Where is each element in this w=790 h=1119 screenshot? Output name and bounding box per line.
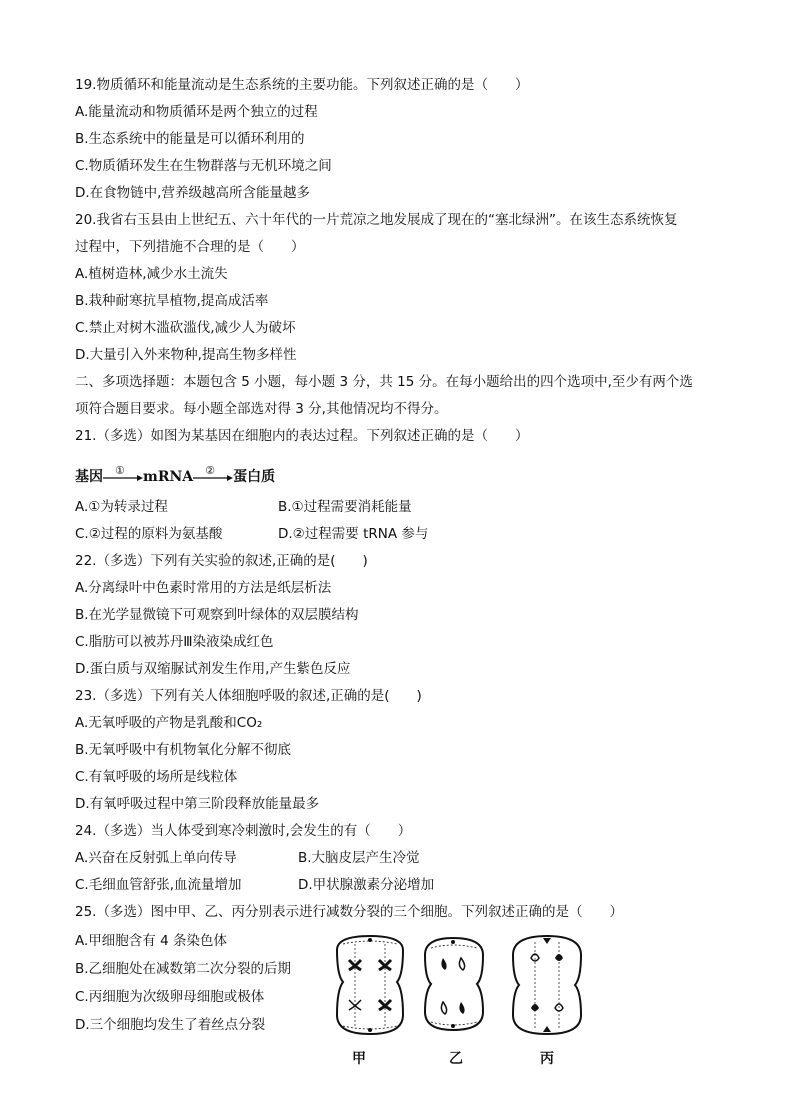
q24-option-c: C.毛细血管舒张,血流量增加 [75,877,242,893]
q19-option-d: D.在食物链中,营养级越高所含能量越多 [75,185,310,201]
section2-instructions-line2: 项符合题目要求。每小题全部选对得 3 分,其他情况均不得分。 [75,401,448,417]
q21-option-b: B.①过程需要消耗能量 [278,499,412,515]
q20-option-a: A.植树造林,减少水土流失 [75,266,228,282]
q23-option-a: A.无氧呼吸的产物是乳酸和CO₂ [75,715,263,731]
q20-option-d: D.大量引入外来物种,提高生物多样性 [75,347,297,363]
meiosis-cells-figure [325,930,595,1040]
q25-option-a: A.甲细胞含有 4 条染色体 [75,933,227,949]
gene-expression-diagram [75,466,275,486]
q23-option-c: C.有氧呼吸的场所是线粒体 [75,769,238,785]
q21-stem: 21.（多选）如图为某基因在细胞内的表达过程。下列叙述正确的是（ ） [75,428,529,444]
q22-option-c: C.脂肪可以被苏丹Ⅲ染液染成红色 [75,634,274,650]
q22-stem: 22.（多选）下列有关实验的叙述,正确的是( ) [75,553,368,569]
q19-option-a: A.能量流动和物质循环是两个独立的过程 [75,104,318,120]
q22-option-d: D.蛋白质与双缩脲试剂发生作用,产生紫色反应 [75,661,351,677]
q23-option-d: D.有氧呼吸过程中第三阶段释放能量最多 [75,796,320,812]
q19-option-c: C.物质循环发生在生物群落与无机环境之间 [75,158,332,174]
section2-instructions-line1: 二、多项选择题：本题包含 5 小题，每小题 3 分，共 15 分。在每小题给出的四个选项中,至少有两个选 [75,374,693,390]
q23-stem: 23.（多选）下列有关人体细胞呼吸的叙述,正确的是( ) [75,688,422,704]
arrow-step2 [193,464,233,486]
diagram-gene: 基因 [75,469,103,485]
q25-option-d: D.三个细胞均发生了着丝点分裂 [75,1017,266,1033]
q23-option-b: B.无氧呼吸中有机物氧化分解不彻底 [75,742,292,758]
step1-label: ① [115,464,125,477]
q21-option-c: C.②过程的原料为氨基酸 [75,526,223,542]
q19-stem: 19.物质循环和能量流动是生态系统的主要功能。下列叙述正确的是（ ） [75,77,529,93]
cell-label-jia: 甲 [352,1051,366,1067]
q20-option-b: B.栽种耐寒抗旱植物,提高成活率 [75,293,269,309]
q19-option-b: B.生态系统中的能量是可以循环利用的 [75,131,305,147]
q21-option-a: A.①为转录过程 [75,499,168,515]
cell-bing [513,936,581,1034]
cell-label-yi: 乙 [449,1051,463,1067]
diagram-mrna: mRNA [143,469,194,485]
q22-option-b: B.在光学显微镜下可观察到叶绿体的双层膜结构 [75,607,359,623]
q25-stem: 25.（多选）图中甲、乙、丙分别表示进行减数分裂的三个细胞。下列叙述正确的是（ ） [75,904,623,920]
q20-option-c: C.禁止对树木滥砍滥伐,减少人为破坏 [75,320,296,336]
cell-yi [425,938,483,1030]
q24-option-a: A.兴奋在反射弧上单向传导 [75,850,237,866]
q20-stem-line1: 20.我省右玉县由上世纪五、六十年代的一片荒凉之地发展成了现在的“塞北绿洲”。在该生态系统恢复 [75,212,678,228]
arrow-step1 [103,464,143,486]
q22-option-a: A.分离绿叶中色素时常用的方法是纸层析法 [75,580,332,596]
q21-option-d: D.②过程需要 tRNA 参与 [278,526,429,542]
step2-label: ② [205,464,215,477]
diagram-protein: 蛋白质 [233,469,276,485]
cell-label-bing: 丙 [540,1051,554,1067]
q25-option-c: C.丙细胞为次级卵母细胞或极体 [75,989,265,1005]
cell-jia [337,936,403,1034]
q24-option-b: B.大脑皮层产生冷觉 [298,850,420,866]
q24-stem: 24.（多选）当人体受到寒冷刺激时,会发生的有（ ） [75,823,412,839]
q20-stem-line2: 过程中，下列措施不合理的是（ ） [75,239,305,255]
q24-option-d: D.甲状腺激素分泌增加 [298,877,435,893]
q25-option-b: B.乙细胞处在减数第二次分裂的后期 [75,961,292,977]
